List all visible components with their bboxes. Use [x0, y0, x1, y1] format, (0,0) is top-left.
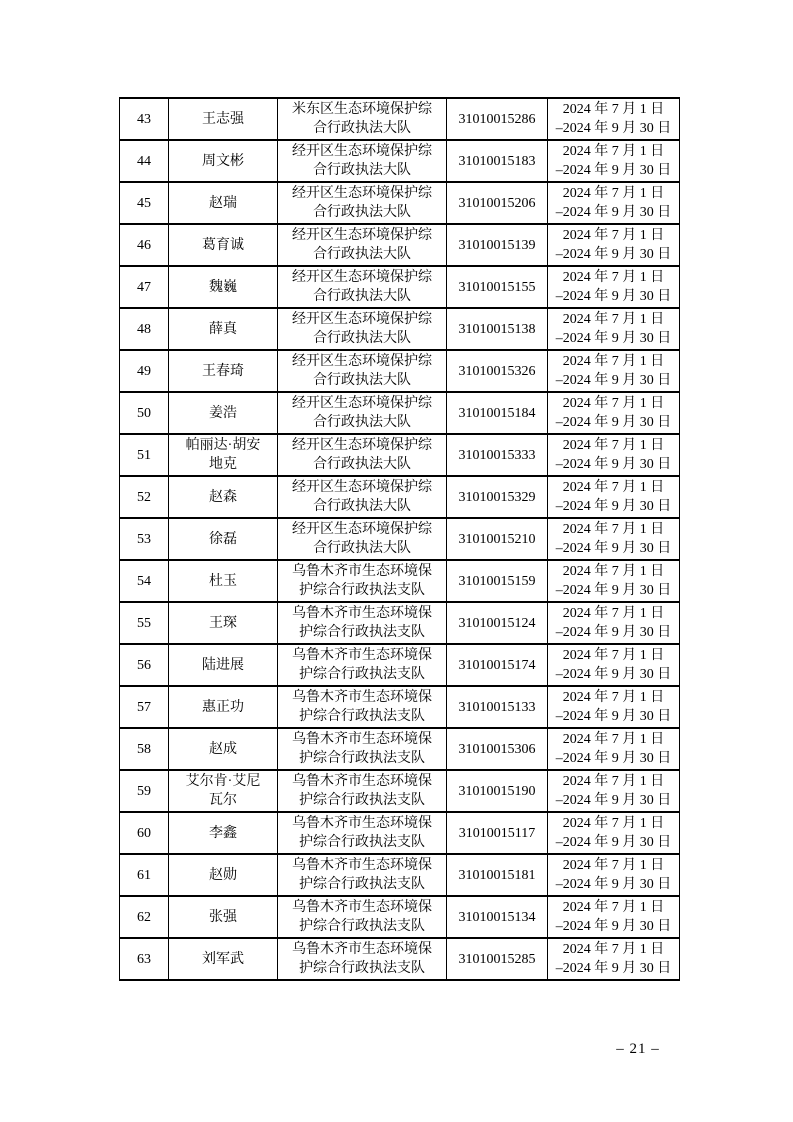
row-number-cell	[120, 434, 169, 476]
row-number-cell	[120, 182, 169, 224]
department-cell	[278, 392, 447, 434]
cell-line: 31010015133	[458, 699, 536, 715]
cell-line: –2024 年 9 月 30 日	[555, 961, 672, 976]
cell-line: 59	[137, 783, 151, 799]
name-cell	[169, 644, 278, 686]
cell-line: 2024 年 7 月 1 日	[562, 396, 665, 411]
name-cell	[169, 98, 278, 140]
cell-line: 2024 年 7 月 1 日	[562, 648, 665, 663]
table-row	[120, 854, 680, 896]
table-row	[120, 770, 680, 812]
department-cell	[278, 560, 447, 602]
cell-line: 帕丽达·胡安	[185, 438, 261, 453]
table-row	[120, 476, 680, 518]
validity-period-cell	[548, 182, 680, 224]
cell-line: 63	[137, 951, 151, 967]
table-row	[120, 140, 680, 182]
cell-line: –2024 年 9 月 30 日	[555, 415, 672, 430]
cell-line: 2024 年 7 月 1 日	[562, 480, 665, 495]
cell-line: 31010015138	[458, 321, 536, 337]
name-cell	[169, 140, 278, 182]
department-cell	[278, 812, 447, 854]
cell-line: 葛育诚	[202, 237, 244, 253]
cell-line: 王志强	[202, 111, 244, 127]
cell-line: –2024 年 9 月 30 日	[555, 205, 672, 220]
cell-line: 61	[137, 867, 151, 883]
cell-line: 31010015206	[458, 195, 536, 211]
cell-line: 50	[137, 405, 151, 421]
name-cell	[169, 896, 278, 938]
cell-line: 乌鲁木齐市生态环境保	[292, 858, 432, 873]
name-cell	[169, 182, 278, 224]
department-cell	[278, 686, 447, 728]
name-cell	[169, 476, 278, 518]
cell-line: 31010015286	[458, 111, 536, 127]
cell-line: 31010015333	[458, 447, 536, 463]
cell-line: –2024 年 9 月 30 日	[555, 625, 672, 640]
cell-line: 55	[137, 615, 151, 631]
name-cell	[169, 434, 278, 476]
table-row	[120, 224, 680, 266]
cell-line: 经开区生态环境保护综	[292, 522, 432, 537]
table-row	[120, 518, 680, 560]
table-row	[120, 434, 680, 476]
validity-period-cell	[548, 728, 680, 770]
table-row	[120, 644, 680, 686]
cell-line: –2024 年 9 月 30 日	[555, 709, 672, 724]
cell-line: 46	[137, 237, 151, 253]
roster-table	[119, 97, 680, 981]
cell-line: 31010015134	[458, 909, 536, 925]
cell-line: 经开区生态环境保护综	[292, 228, 432, 243]
cell-line: 护综合行政执法支队	[299, 835, 425, 850]
validity-period-cell	[548, 854, 680, 896]
cell-line: 经开区生态环境保护综	[292, 480, 432, 495]
cell-line: 经开区生态环境保护综	[292, 144, 432, 159]
cell-line: 陆进展	[202, 657, 244, 673]
cell-line: 瓦尔	[209, 793, 237, 808]
cell-line: –2024 年 9 月 30 日	[555, 499, 672, 514]
cell-line: 赵瑞	[209, 195, 237, 211]
table-row	[120, 938, 680, 980]
cell-line: 合行政执法大队	[313, 289, 411, 304]
table-row	[120, 728, 680, 770]
validity-period-cell	[548, 938, 680, 980]
cell-line: 魏巍	[209, 279, 237, 295]
cell-line: 杜玉	[209, 573, 237, 589]
cell-line: –2024 年 9 月 30 日	[555, 457, 672, 472]
name-cell	[169, 770, 278, 812]
page-number: – 21 –	[616, 1041, 660, 1057]
validity-period-cell	[548, 560, 680, 602]
cell-line: 赵森	[209, 489, 237, 505]
cell-line: 31010015210	[458, 531, 536, 547]
row-number-cell	[120, 728, 169, 770]
row-number-cell	[120, 392, 169, 434]
row-number-cell	[120, 224, 169, 266]
cell-line: 52	[137, 489, 151, 505]
id-number-cell	[447, 224, 548, 266]
department-cell	[278, 770, 447, 812]
department-cell	[278, 308, 447, 350]
department-cell	[278, 518, 447, 560]
name-cell	[169, 518, 278, 560]
cell-line: –2024 年 9 月 30 日	[555, 247, 672, 262]
cell-line: –2024 年 9 月 30 日	[555, 121, 672, 136]
cell-line: 护综合行政执法支队	[299, 877, 425, 892]
cell-line: –2024 年 9 月 30 日	[555, 583, 672, 598]
cell-line: 2024 年 7 月 1 日	[562, 270, 665, 285]
table-row	[120, 560, 680, 602]
validity-period-cell	[548, 518, 680, 560]
department-cell	[278, 98, 447, 140]
cell-line: 合行政执法大队	[313, 331, 411, 346]
cell-line: –2024 年 9 月 30 日	[555, 835, 672, 850]
row-number-cell	[120, 938, 169, 980]
cell-line: 合行政执法大队	[313, 121, 411, 136]
department-cell	[278, 644, 447, 686]
cell-line: 刘军武	[202, 951, 244, 967]
cell-line: 经开区生态环境保护综	[292, 396, 432, 411]
cell-line: 乌鲁木齐市生态环境保	[292, 606, 432, 621]
table-row	[120, 266, 680, 308]
row-number-cell	[120, 476, 169, 518]
cell-line: 合行政执法大队	[313, 247, 411, 262]
cell-line: 31010015306	[458, 741, 536, 757]
cell-line: 31010015329	[458, 489, 536, 505]
cell-line: 53	[137, 531, 151, 547]
table-row	[120, 812, 680, 854]
cell-line: 乌鲁木齐市生态环境保	[292, 690, 432, 705]
cell-line: 护综合行政执法支队	[299, 919, 425, 934]
cell-line: 护综合行政执法支队	[299, 667, 425, 682]
name-cell	[169, 392, 278, 434]
cell-line: 护综合行政执法支队	[299, 625, 425, 640]
cell-line: 44	[137, 153, 151, 169]
department-cell	[278, 896, 447, 938]
cell-line: 48	[137, 321, 151, 337]
cell-line: 经开区生态环境保护综	[292, 270, 432, 285]
cell-line: 2024 年 7 月 1 日	[562, 438, 665, 453]
row-number-cell	[120, 308, 169, 350]
cell-line: 31010015190	[458, 783, 536, 799]
cell-line: 地克	[209, 457, 237, 472]
name-cell	[169, 812, 278, 854]
name-cell	[169, 350, 278, 392]
cell-line: –2024 年 9 月 30 日	[555, 541, 672, 556]
cell-line: 2024 年 7 月 1 日	[562, 522, 665, 537]
id-number-cell	[447, 644, 548, 686]
id-number-cell	[447, 308, 548, 350]
row-number-cell	[120, 98, 169, 140]
cell-line: 合行政执法大队	[313, 373, 411, 388]
table-row	[120, 602, 680, 644]
cell-line: 2024 年 7 月 1 日	[562, 312, 665, 327]
department-cell	[278, 350, 447, 392]
cell-line: –2024 年 9 月 30 日	[555, 373, 672, 388]
validity-period-cell	[548, 266, 680, 308]
table-row	[120, 392, 680, 434]
validity-period-cell	[548, 140, 680, 182]
validity-period-cell	[548, 770, 680, 812]
cell-line: 2024 年 7 月 1 日	[562, 102, 665, 117]
cell-line: 护综合行政执法支队	[299, 583, 425, 598]
row-number-cell	[120, 686, 169, 728]
department-cell	[278, 140, 447, 182]
row-number-cell	[120, 854, 169, 896]
cell-line: –2024 年 9 月 30 日	[555, 793, 672, 808]
cell-line: 47	[137, 279, 151, 295]
cell-line: 2024 年 7 月 1 日	[562, 564, 665, 579]
validity-period-cell	[548, 812, 680, 854]
cell-line: 2024 年 7 月 1 日	[562, 228, 665, 243]
cell-line: 乌鲁木齐市生态环境保	[292, 942, 432, 957]
cell-line: 2024 年 7 月 1 日	[562, 606, 665, 621]
cell-line: 薛真	[209, 321, 237, 337]
cell-line: –2024 年 9 月 30 日	[555, 919, 672, 934]
id-number-cell	[447, 266, 548, 308]
cell-line: 57	[137, 699, 151, 715]
cell-line: 周文彬	[202, 153, 244, 169]
row-number-cell	[120, 770, 169, 812]
cell-line: 31010015285	[458, 951, 536, 967]
row-number-cell	[120, 518, 169, 560]
id-number-cell	[447, 686, 548, 728]
cell-line: 李鑫	[209, 825, 237, 841]
id-number-cell	[447, 938, 548, 980]
cell-line: 艾尔肯·艾尼	[185, 774, 261, 789]
department-cell	[278, 602, 447, 644]
roster-table-body	[120, 98, 680, 980]
id-number-cell	[447, 896, 548, 938]
cell-line: 2024 年 7 月 1 日	[562, 732, 665, 747]
row-number-cell	[120, 896, 169, 938]
department-cell	[278, 938, 447, 980]
cell-line: 乌鲁木齐市生态环境保	[292, 564, 432, 579]
cell-line: 31010015174	[458, 657, 536, 673]
cell-line: 护综合行政执法支队	[299, 961, 425, 976]
cell-line: 经开区生态环境保护综	[292, 354, 432, 369]
validity-period-cell	[548, 98, 680, 140]
table-row	[120, 182, 680, 224]
cell-line: 合行政执法大队	[313, 457, 411, 472]
cell-line: 2024 年 7 月 1 日	[562, 144, 665, 159]
cell-line: 58	[137, 741, 151, 757]
table-row	[120, 98, 680, 140]
validity-period-cell	[548, 224, 680, 266]
id-number-cell	[447, 812, 548, 854]
cell-line: 2024 年 7 月 1 日	[562, 816, 665, 831]
name-cell	[169, 224, 278, 266]
id-number-cell	[447, 476, 548, 518]
cell-line: 49	[137, 363, 151, 379]
cell-line: 经开区生态环境保护综	[292, 312, 432, 327]
cell-line: 王春琦	[202, 363, 244, 379]
cell-line: 31010015159	[458, 573, 536, 589]
cell-line: 惠正功	[202, 699, 244, 715]
validity-period-cell	[548, 476, 680, 518]
cell-line: 2024 年 7 月 1 日	[562, 942, 665, 957]
id-number-cell	[447, 854, 548, 896]
name-cell	[169, 308, 278, 350]
cell-line: 31010015124	[458, 615, 536, 631]
cell-line: 张强	[209, 909, 237, 925]
validity-period-cell	[548, 644, 680, 686]
row-number-cell	[120, 350, 169, 392]
row-number-cell	[120, 644, 169, 686]
cell-line: 合行政执法大队	[313, 163, 411, 178]
row-number-cell	[120, 266, 169, 308]
name-cell	[169, 728, 278, 770]
cell-line: –2024 年 9 月 30 日	[555, 331, 672, 346]
validity-period-cell	[548, 350, 680, 392]
cell-line: 2024 年 7 月 1 日	[562, 690, 665, 705]
cell-line: 护综合行政执法支队	[299, 751, 425, 766]
cell-line: 51	[137, 447, 151, 463]
name-cell	[169, 602, 278, 644]
cell-line: 米东区生态环境保护综	[292, 102, 432, 117]
cell-line: 43	[137, 111, 151, 127]
cell-line: 2024 年 7 月 1 日	[562, 774, 665, 789]
cell-line: 2024 年 7 月 1 日	[562, 900, 665, 915]
cell-line: 赵勋	[209, 867, 237, 883]
department-cell	[278, 224, 447, 266]
cell-line: 赵成	[209, 741, 237, 757]
id-number-cell	[447, 518, 548, 560]
table-row	[120, 686, 680, 728]
row-number-cell	[120, 602, 169, 644]
cell-line: 2024 年 7 月 1 日	[562, 186, 665, 201]
table-row	[120, 896, 680, 938]
validity-period-cell	[548, 308, 680, 350]
department-cell	[278, 728, 447, 770]
cell-line: 合行政执法大队	[313, 205, 411, 220]
cell-line: 31010015155	[458, 279, 536, 295]
cell-line: 31010015139	[458, 237, 536, 253]
cell-line: 乌鲁木齐市生态环境保	[292, 900, 432, 915]
id-number-cell	[447, 140, 548, 182]
name-cell	[169, 266, 278, 308]
id-number-cell	[447, 350, 548, 392]
id-number-cell	[447, 560, 548, 602]
cell-line: 合行政执法大队	[313, 499, 411, 514]
validity-period-cell	[548, 686, 680, 728]
validity-period-cell	[548, 896, 680, 938]
department-cell	[278, 182, 447, 224]
cell-line: 乌鲁木齐市生态环境保	[292, 774, 432, 789]
cell-line: 徐磊	[209, 531, 237, 547]
validity-period-cell	[548, 434, 680, 476]
department-cell	[278, 266, 447, 308]
cell-line: 62	[137, 909, 151, 925]
table-row	[120, 308, 680, 350]
cell-line: 合行政执法大队	[313, 415, 411, 430]
id-number-cell	[447, 602, 548, 644]
id-number-cell	[447, 392, 548, 434]
name-cell	[169, 686, 278, 728]
cell-line: –2024 年 9 月 30 日	[555, 163, 672, 178]
cell-line: 乌鲁木齐市生态环境保	[292, 732, 432, 747]
cell-line: 31010015181	[458, 867, 536, 883]
cell-line: 31010015117	[458, 825, 536, 841]
cell-line: –2024 年 9 月 30 日	[555, 751, 672, 766]
cell-line: 31010015184	[458, 405, 536, 421]
cell-line: –2024 年 9 月 30 日	[555, 289, 672, 304]
cell-line: 合行政执法大队	[313, 541, 411, 556]
cell-line: –2024 年 9 月 30 日	[555, 667, 672, 682]
cell-line: 护综合行政执法支队	[299, 793, 425, 808]
cell-line: 2024 年 7 月 1 日	[562, 354, 665, 369]
cell-line: 乌鲁木齐市生态环境保	[292, 816, 432, 831]
cell-line: 乌鲁木齐市生态环境保	[292, 648, 432, 663]
cell-line: 31010015326	[458, 363, 536, 379]
row-number-cell	[120, 140, 169, 182]
row-number-cell	[120, 812, 169, 854]
department-cell	[278, 854, 447, 896]
department-cell	[278, 434, 447, 476]
table-row	[120, 350, 680, 392]
name-cell	[169, 938, 278, 980]
id-number-cell	[447, 182, 548, 224]
cell-line: 31010015183	[458, 153, 536, 169]
row-number-cell	[120, 560, 169, 602]
cell-line: –2024 年 9 月 30 日	[555, 877, 672, 892]
cell-line: 姜浩	[209, 405, 237, 421]
cell-line: 经开区生态环境保护综	[292, 438, 432, 453]
validity-period-cell	[548, 392, 680, 434]
cell-line: 2024 年 7 月 1 日	[562, 858, 665, 873]
validity-period-cell	[548, 602, 680, 644]
department-cell	[278, 476, 447, 518]
id-number-cell	[447, 434, 548, 476]
cell-line: 54	[137, 573, 151, 589]
id-number-cell	[447, 728, 548, 770]
cell-line: 45	[137, 195, 151, 211]
cell-line: 经开区生态环境保护综	[292, 186, 432, 201]
cell-line: 60	[137, 825, 151, 841]
cell-line: 56	[137, 657, 151, 673]
name-cell	[169, 560, 278, 602]
name-cell	[169, 854, 278, 896]
id-number-cell	[447, 98, 548, 140]
id-number-cell	[447, 770, 548, 812]
cell-line: 护综合行政执法支队	[299, 709, 425, 724]
cell-line: 王琛	[209, 615, 237, 631]
